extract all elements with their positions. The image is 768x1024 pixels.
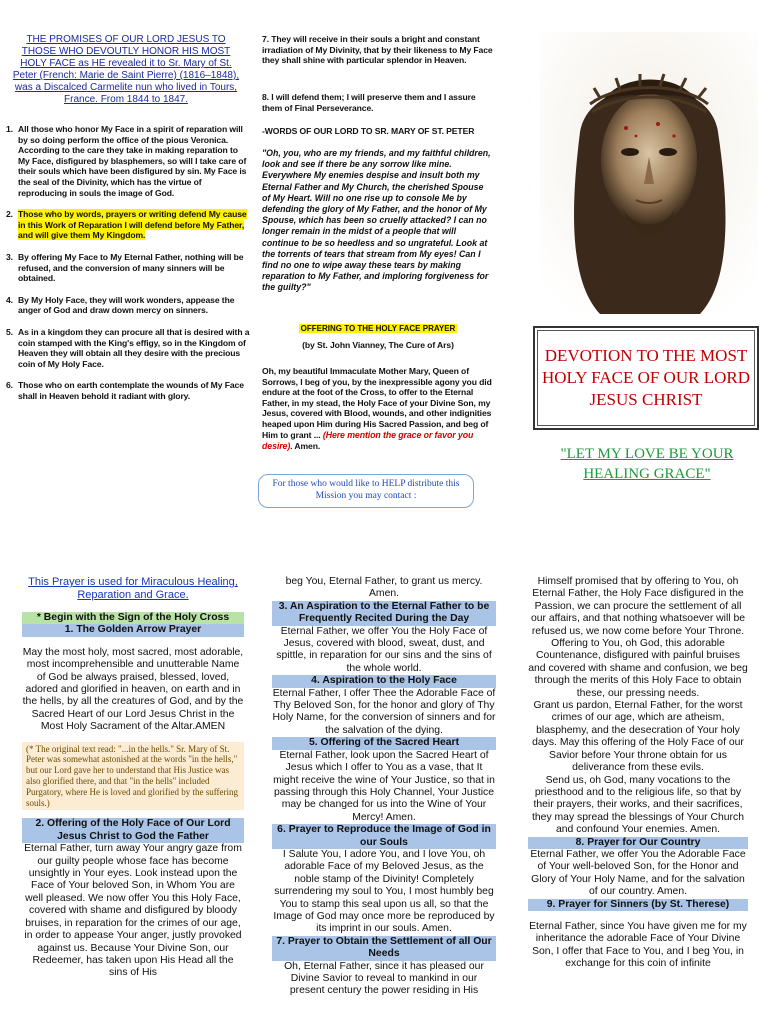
promise-7-text: 7. They will receive in their souls a bright and constant irradiation of My Divinity, that by their likeness to My Face they shall shine with particular splendor in Heaven. <box>262 34 493 66</box>
offering-text <box>262 366 494 452</box>
section-5-title: 5. Offering of the Sacred Heart <box>272 737 496 749</box>
promise-number: 6. <box>6 380 13 391</box>
section-4-text: Eternal Father, I offer Thee the Adorable Face of Thy Beloved Son, for the honor and glory of Thy Holy Name, for the conversion of sinners and for the salvation of the dying. <box>272 687 496 736</box>
offering-title-row <box>262 318 494 336</box>
section-7-title: 7. Prayer to Obtain the Settlement of all Our Needs <box>272 936 496 961</box>
holy-face-portrait-icon <box>540 32 758 314</box>
section-1-title: 1. The Golden Arrow Prayer <box>22 624 244 636</box>
promise-text: Those who by words, prayers or writing defend My cause in this Work of Reparation I will defend before My Father, and will give them My Kingdom. <box>18 209 247 241</box>
section-7-text: Oh, Eternal Father, since it has pleased our Divine Savior to reveal to mankind in our present century the power residing in His <box>284 960 484 997</box>
section-2-title: 2. Offering of the Holy Face of Our Lord Jesus Christ to God the Father <box>22 818 244 843</box>
section-9-text: Eternal Father, since You have given me for my inheritance the adorable Face of Your Divine Son, I offer that Face to You, and I beg You, in exchange for this coin of infinite <box>529 920 747 970</box>
bottom-right-column <box>528 576 748 971</box>
promise-text: By My Holy Face, they will work wonders, appease the anger of God and draw down mercy on sinners. <box>18 294 235 316</box>
section-6-title: 6. Prayer to Reproduce the Image of God in our Souls <box>272 824 496 849</box>
help-text: For those who would like to HELP distribute this Mission you may contact : <box>272 479 460 501</box>
right-paragraph-3: Grant us pardon, Eternal Father, for the worst crimes of our age, which are atheism, blasphemy, and the desecration of Your holy days. May this offering of the Holy Face of our Savior before Your throne obtain for us deliverance from these evils. <box>532 700 744 774</box>
promise-text: By offering My Face to My Eternal Father, nothing will be refused, and the conversion of many sinners will be obtained. <box>18 251 244 284</box>
promise-7 <box>262 34 494 66</box>
promise-number: 2. <box>6 209 13 220</box>
section-8-title: 8. Prayer for Our Country <box>528 837 748 849</box>
bottom-left-column <box>22 576 244 980</box>
section-4-title: 4. Aspiration to the Holy Face <box>272 675 496 687</box>
section-5-text: Eternal Father, look upon the Sacred Heart of Jesus which I offer to You as a vase, that It might receive the wine of Your Justice, so that in passing through this Holy Channel, Your Justice may be changed for us into the Wine of Your Mercy! Amen. <box>273 749 495 823</box>
promise-text: All those who honor My Face in a spirit of reparation will by so doing perform the office of the pious Veronica. According to the care they take in making reparation to My Face, disfigured by blasphemers, so will I take care of their souls which have been disfigured by sin. My Face is the seal of the Divinity, which has the virtue of reproducing in souls the image of God. <box>18 124 247 198</box>
words-of-our-lord: "Oh, you, who are my friends, and my faithful children, look and see if there be any sorrow like mine. Everywhere My enemies despise and insult both my Eternal Father and My Church, the cherished Spouse of My Heart. Will no one rise up to console Me by defending the glory of My Father, and the honor of My Spouse, which has been so cruelly attacked? I can no longer remain in the midst of a people that will continue to be so heedless and so ungrateful. Look at the torrents of tears that stream from My eyes! Can I find no one to wipe away these tears by making reparation to My Father, and imploring forgiveness for the guilty?" <box>262 148 491 293</box>
promise-text: Those who on earth contemplate the wounds of My Face shall in Heaven behold it radiant with glory. <box>18 380 244 401</box>
promise-8 <box>262 92 494 113</box>
hells-note: (* The original text read: "...in the hells." Sr. Mary of St. Peter was somewhat astonished at the words "in the hells," but our Lord gave her to understand that His Justice was also glorified there, and that "in the hells" included Purgatory, where He is loved and glorified by the suffering souls.) <box>22 742 244 811</box>
promise-number: 5. <box>6 326 13 337</box>
section-1-text: May the most holy, most sacred, most adorable, most incomprehensible and unutterable Name of God be always praised, blessed, loved, adored and glorified in heaven, on earth and in the hells, by all the creatures of God, and by the Sacred Heart of our Lord Jesus Christ in the Most Holy Sacrament of the Altar.AMEN <box>22 646 244 733</box>
offering-title: OFFERING TO THE HOLY FACE PRAYER <box>300 324 456 333</box>
promise-item <box>6 327 250 369</box>
section-9-title: 9. Prayer for Sinners (by St. Therese) <box>528 899 748 911</box>
promise-item <box>6 252 250 284</box>
holy-face-portrait <box>540 32 758 314</box>
devotion-title-box <box>533 326 759 430</box>
begin-cross: * Begin with the Sign of the Holy Cross <box>22 612 244 624</box>
right-paragraph-2: Offering to You, oh God, this adorable Countenance, disfigured with painful bruises and covered with shame and confusion, we beg through the merits of this Holy Face to obtain these, our pressing needs. <box>528 638 748 699</box>
offering-red-note: (Here mention the grace or favor you desire) <box>262 429 474 451</box>
bottom-middle-column <box>272 576 496 998</box>
promise-item <box>6 209 250 241</box>
slogan: "LET MY LOVE BE YOUR HEALING GRACE" <box>560 446 734 482</box>
promise-number: 3. <box>6 251 13 262</box>
section-3-title: 3. An Aspiration to the Eternal Father to be Frequently Recited During the Day <box>272 601 496 626</box>
section-3-text: Eternal Father, we offer You the Holy Face of Jesus, covered with blood, sweat, dust, and spittle, in reparation for our sins and the sins of the whole world. <box>276 625 492 674</box>
promise-item <box>6 295 250 316</box>
promise-text: As in a kingdom they can procure all that is desired with a coin stamped with the King's effigy, so in the Kingdom of Heaven they will obtain all they desire with the precious coin of My Holy Face. <box>18 326 250 369</box>
promises-title: THE PROMISES OF OUR LORD JESUS TO THOSE WHO DEVOUTLY HONOR HIS MOST HOLY FACE as HE revealed it to Sr. Mary of St. Peter (French: Marie de Saint Pierre) (1816–1848), was a Discalced Carmelite nun who lived in Tours, France. From 1844 to 1847. <box>12 34 240 105</box>
help-contact-box <box>258 474 474 508</box>
section-2-text: Eternal Father, turn away Your angry gaze from our guilty people whose face has become unsightly in Your eyes. Look instead upon the Face of Your beloved Son, in Whom You are well pleased. We now offer You this Holy Face, covered with shame and disfigured by bloody bruises, in reparation for the crimes of our age, in order to appease Your anger, justly provoked against us. Because Your Divine Son, our Redeemer, has taken upon His Head all the sins of His <box>24 843 242 979</box>
offering-end: . Amen. <box>290 440 321 451</box>
intro-title: This Prayer is used for Miraculous Healing, Reparation and Grace. <box>28 576 238 601</box>
right-paragraph-4: Send us, oh God, many vocations to the priesthood and to the religious life, so that by their prayers, their works, and their sacrifices, they may spread the blessings of Your Church and confound Your enemies. Amen. <box>532 774 744 836</box>
middle-continuation: beg You, Eternal Father, to grant us mercy. Amen. <box>285 576 483 600</box>
section-8-text: Eternal Father, we offer You the Adorable Face of Your well-beloved Son, for the Honor and Glory of Your Holy Name, and for the salvation of our country. Amen. <box>530 848 746 898</box>
promise-number: 1. <box>6 124 13 134</box>
offering-by: (by St. John Vianney, The Cure of Ars) <box>302 340 454 350</box>
devotion-title: DEVOTION TO THE MOST HOLY FACE OF OUR LORD JESUS CHRIST <box>537 330 755 426</box>
section-6-text: I Salute You, I adore You, and I love You, oh adorable Face of my Beloved Jesus, as the noble stamp of the Divinity! Completely surrendering my soul to You, I most humbly beg You to stamp this seal upon us all, so that the Image of God may once more be reproduced by its imprint in our souls. Amen. <box>273 848 495 935</box>
promises-list <box>6 124 250 412</box>
offering-body: Oh, my beautiful Immaculate Mother Mary, Queen of Sorrows, I beg of you, by the inexpressible agony you did endure at the foot of the Cross, to offer to the Eternal Father, in my stead, the Holy Face of your Divine Son, my Jesus, covered with Blood, wounds, and other indignities heaped upon Him during His Sacred Passion, and beg of Him to grant ... <box>262 366 492 440</box>
promise-item <box>6 380 250 401</box>
words-heading: -WORDS OF OUR LORD TO SR. MARY OF ST. PETER <box>262 126 475 136</box>
promise-8-text: 8. I will defend them; I will preserve them and I assure them of Final Perseverance. <box>262 92 476 113</box>
promise-number: 4. <box>6 294 13 305</box>
right-continuation: Himself promised that by offering to You, oh Eternal Father, the Holy Face disfigured in the Passion, we can procure the settlement of all our affairs, and that nothing whatsoever will be refused us, we now come before Your Throne. <box>530 576 746 637</box>
promise-item <box>6 124 250 198</box>
